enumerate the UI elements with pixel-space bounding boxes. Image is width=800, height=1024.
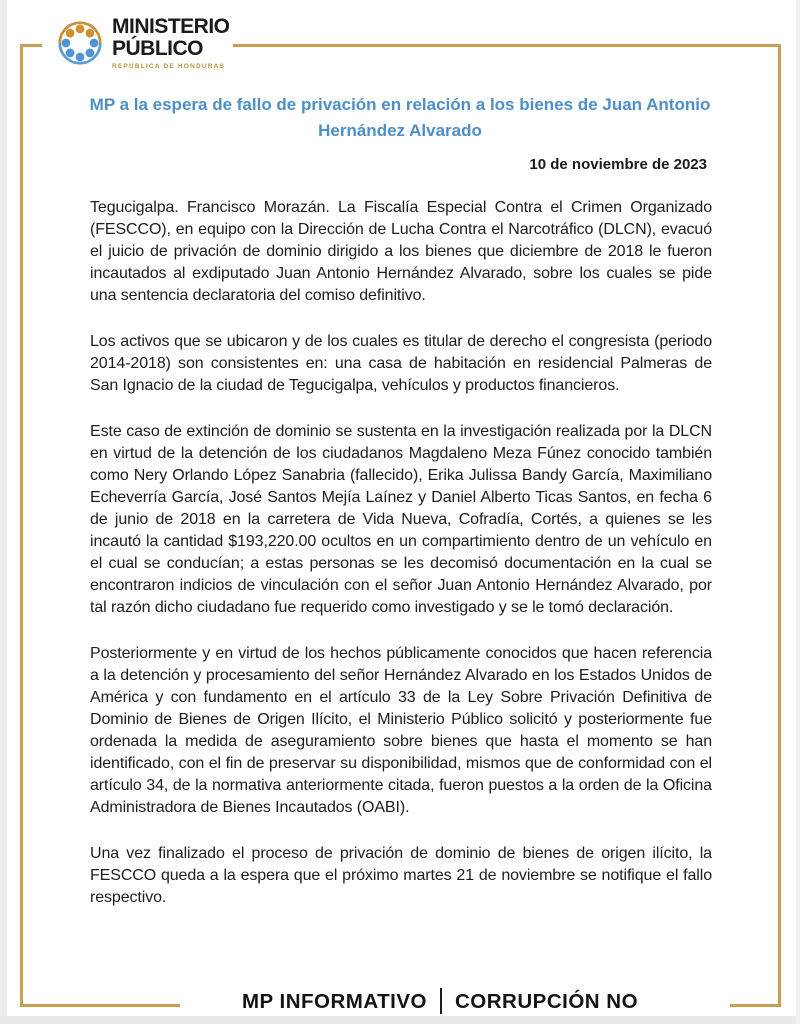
paragraph-5: Una vez finalizado el proceso de privación de dominio de bienes de origen ilícito, la FESCCO queda a la espera que el próximo martes 21 de noviembre se notifique el fallo respectivo. bbox=[90, 845, 712, 906]
article-date: 10 de noviembre de 2023 bbox=[529, 156, 707, 173]
logo-org-name-line2: PÚBLICO bbox=[112, 37, 203, 60]
footer-label-corrupcion-no: CORRUPCIÓN NO bbox=[455, 990, 639, 1013]
mp-logo-emblem-icon bbox=[54, 17, 106, 69]
paragraph-3: Este caso de extinción de dominio se sustenta en la investigación realizada por la DLCN en virtud de la detención de los ciudadanos Magdaleno Meza Fúnez conocido también como Nery Orlando López Sanabria (fallecido), Erika Julissa Bandy García, Maximiliano Echeverría García, José Santos Mejía Laínez y Daniel Alberto Ticas Santos, en fecha 6 de junio de 2018 en la carretera de Vida Nueva, Cofradía, Cortés, a quienes se les incautó la cantidad $193,220.00 ocultos en un compartimiento dentro de un vehículo en el cual se conducían; a estas personas se les decomisó documentación en la cual se encontraron indicios de vinculación con el señor Juan Antonio Hernández Alvarado, por tal razón dicho ciudadano fue requerido como investigado y se le tomó declaración. bbox=[90, 423, 712, 616]
footer-label-mp-informativo: MP INFORMATIVO bbox=[241, 990, 427, 1013]
scan-edge-right bbox=[796, 0, 800, 1024]
scan-edge-left bbox=[0, 0, 7, 1024]
footer-divider bbox=[440, 988, 442, 1014]
logo-org-name-line1: MINISTERIO bbox=[112, 15, 230, 38]
scan-edge-bottom bbox=[0, 1016, 800, 1024]
logo-org-subtitle: REPÚBLICA DE HONDURAS bbox=[112, 63, 226, 70]
frame-right-line bbox=[778, 44, 781, 1007]
ministerio-publico-logo bbox=[112, 16, 230, 70]
frame-left-line bbox=[20, 44, 23, 1007]
paragraph-4: Posteriormente y en virtud de los hechos públicamente conocidos que hacen referencia a la detención y procesamiento del señor Hernández Alvarado en los Estados Unidos de América y con fundamento en el artículo 33 de la Ley Sobre Privación Definitiva de Dominio de Bienes de Origen Ilícito, el Ministerio Público solicitó y posteriormente fue ordenada la medida de aseguramiento sobre bienes que hasta el momento se han identificado, con el fin de preservar su disponibilidad, mismos que de conformidad con el artículo 34, de la normativa anteriormente citada, fueron puestos a la orden de la Oficina Administradora de Bienes Incautados (OABI). bbox=[90, 645, 712, 816]
frame-top-stub-line bbox=[20, 44, 42, 47]
footer-banner bbox=[130, 988, 750, 1014]
paragraph-2: Los activos que se ubicaron y de los cuales es titular de derecho el congresista (periodo 2014-2018) son consistentes en: una casa de habitación en residencial Palmeras de San Ignacio de la ciudad de Tegucigalpa, vehículos y productos financieros. bbox=[90, 333, 712, 394]
paragraph-1: Tegucigalpa. Francisco Morazán. La Fiscalía Especial Contra el Crimen Organizado (FESCCO), en equipo con la Dirección de Lucha Contra el Narcotráfico (DLCN), evacuó el juicio de privación de dominio dirigido a los bienes que diciembre de 2018 le fueron incautados al exdiputado Juan Antonio Hernández Alvarado, sobre los cuales se pide una sentencia declaratoria del comiso definitivo. bbox=[90, 199, 712, 304]
frame-top-line bbox=[233, 44, 780, 47]
article-body bbox=[90, 197, 712, 933]
article-title: MP a la espera de fallo de privación en relación a los bienes de Juan Antonio Hernández Alvarado bbox=[89, 95, 711, 140]
